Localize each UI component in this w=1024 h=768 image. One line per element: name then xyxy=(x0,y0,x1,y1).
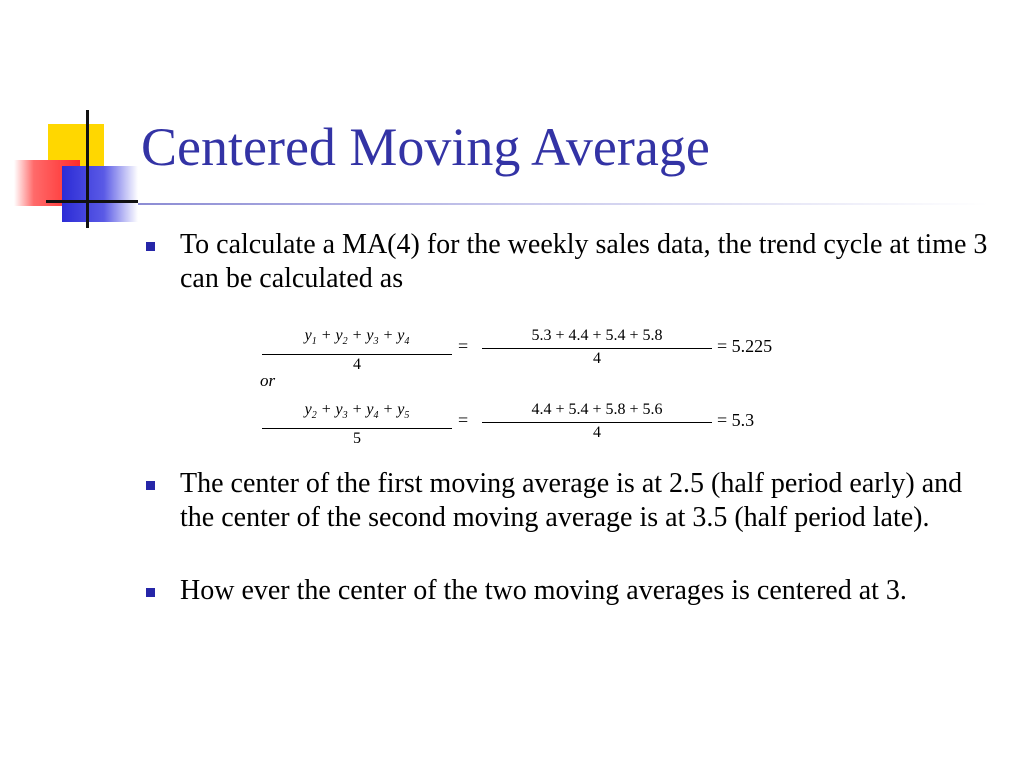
eq1-symbolic-numerator: $y_1 + y_2 + y_3 + y_4$ xyxy=(304,327,410,348)
bullet-marker xyxy=(146,588,155,597)
eq2-symbolic-numerator: $y_2 + y_3 + y_4 + y_5$ xyxy=(304,401,410,422)
decor-horizontal-line xyxy=(46,200,138,203)
eq2-numeric-fraction xyxy=(482,400,712,442)
eq2-symbolic-denominator: 5 xyxy=(353,430,361,448)
eq1-result: = 5.225 xyxy=(717,336,773,356)
equation-or: or xyxy=(260,371,276,390)
eq1-equals: = xyxy=(458,336,469,356)
fraction-bar xyxy=(482,348,712,349)
eq2-numeric-numerator: 4.4 + 5.4 + 5.8 + 5.6 xyxy=(531,401,663,418)
eq1-symbolic-denominator: 4 xyxy=(353,356,361,374)
bullet-text: To calculate a MA(4) for the weekly sales data, the trend cycle at time 3 can be calculated as xyxy=(180,229,988,294)
fraction-bar xyxy=(482,422,712,423)
bullet-marker xyxy=(146,481,155,490)
bullet-text: How ever the center of the two moving averages is centered at 3. xyxy=(180,575,907,606)
eq1-numeric-fraction xyxy=(482,326,712,368)
eq1-numeric-numerator: 5.3 + 4.4 + 5.4 + 5.8 xyxy=(531,327,663,344)
slide-title: Centered Moving Average xyxy=(141,117,710,177)
eq2-equals: = xyxy=(458,410,469,430)
decor-vertical-line xyxy=(86,110,89,228)
eq2-result: = 5.3 xyxy=(717,410,755,430)
title-underline xyxy=(138,203,988,205)
fraction-bar xyxy=(262,428,452,429)
eq2-symbolic-fraction xyxy=(262,400,452,448)
bullet-text: The center of the first moving average is at 2.5 (half period early) and the center of the second moving average is at 3.5 (half period late). xyxy=(180,468,963,533)
fraction-bar xyxy=(262,354,452,355)
bullet-marker xyxy=(146,242,155,251)
eq1-symbolic-fraction xyxy=(262,326,452,374)
decor-blue-block xyxy=(62,166,138,222)
eq1-numeric-denominator: 4 xyxy=(593,350,601,367)
eq2-numeric-denominator: 4 xyxy=(593,424,601,441)
